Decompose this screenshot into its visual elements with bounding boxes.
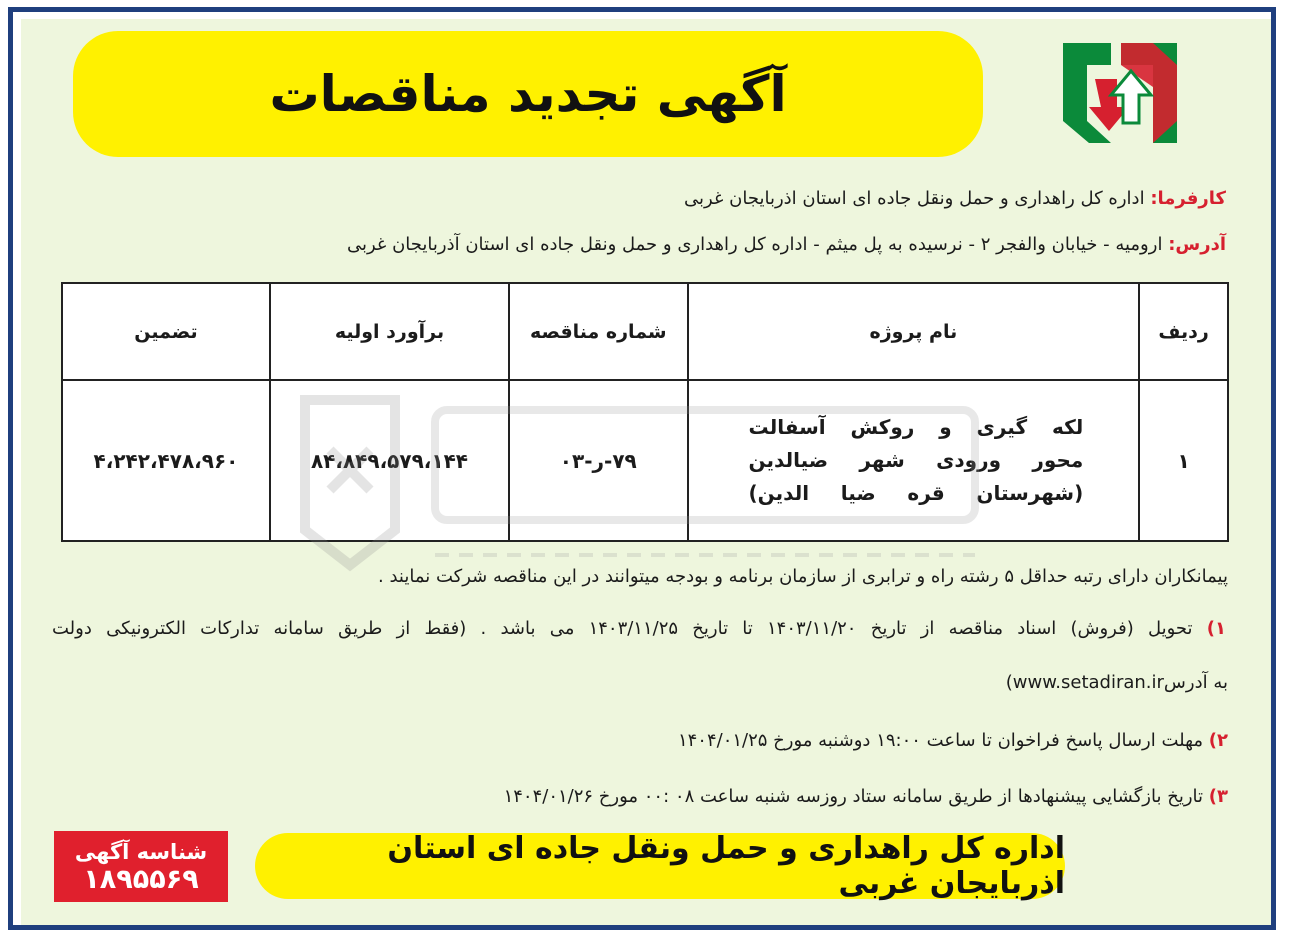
cell-tender-number: ۷۹-ر-۰۳	[509, 380, 687, 541]
header-row-number: ردیف	[1139, 283, 1228, 380]
setadiran-url: (www.setadiran.ir	[1005, 672, 1164, 693]
tender-table	[61, 282, 1229, 542]
header-initial-estimate: برآورد اولیه	[270, 283, 509, 380]
table-row	[62, 380, 1228, 541]
address-label: آدرس:	[1168, 234, 1226, 255]
item-3-number: ۳)	[1208, 786, 1228, 807]
cell-project-name	[688, 380, 1140, 541]
employer-value: اداره کل راهداری و حمل ونقل جاده ای استان اذربایجان غربی	[684, 188, 1145, 209]
header-project-name: نام پروژه	[688, 283, 1140, 380]
item-1-address-label: به آدرس	[1163, 672, 1228, 693]
ad-id-label: شناسه آگهی	[74, 839, 208, 864]
item-2-text: مهلت ارسال پاسخ فراخوان تا ساعت ۱۹:۰۰ دوشنبه مورخ ۱۴۰۴/۰۱/۲۵	[677, 730, 1204, 751]
table-header-row	[62, 283, 1228, 380]
notice-title: آگهی تجدید مناقصات	[269, 65, 787, 123]
footer-org-name: اداره کل راهداری و حمل ونقل جاده ای استان اذربایجان غربی	[387, 831, 1065, 901]
eligibility-text: پیمانکاران دارای رتبه حداقل ۵ رشته راه و ترابری از سازمان برنامه و بودجه میتوانند در این مناقصه شرکت نمایند .	[378, 566, 1228, 587]
footer-banner	[255, 833, 1065, 899]
title-banner	[73, 31, 983, 157]
item-2	[678, 730, 1228, 751]
ad-id-value: ۱۸۹۵۵۶۹	[83, 863, 199, 895]
address-line	[347, 234, 1226, 255]
item-1-text: تحویل (فروش) اسناد مناقصه از تاریخ ۱۴۰۳/۱۱/۲۰ تا تاریخ ۱۴۰۳/۱۱/۲۵ می باشد . (فقط از طریق سامانه تدارکات الکترونیکی دولت	[52, 618, 1193, 639]
item-3	[504, 786, 1228, 807]
project-name-line: لکه گیری و روکش آسفالت	[748, 415, 1084, 439]
item-3-text: تاریخ بازگشایی پیشنهادها از طریق سامانه ستاد روزسه شنبه ساعت ۰۸ :۰۰ مورخ ۱۴۰۴/۰۱/۲۶	[503, 786, 1204, 807]
cell-initial-estimate: ۸۴،۸۴۹،۵۷۹،۱۴۴	[270, 380, 509, 541]
item-1	[52, 618, 1226, 639]
item-2-number: ۲)	[1208, 730, 1228, 751]
item-1-number: ۱)	[1206, 618, 1226, 639]
item-1-continued	[1006, 672, 1228, 693]
cell-guarantee: ۴،۲۴۲،۴۷۸،۹۶۰	[62, 380, 270, 541]
cell-row-number: ۱	[1139, 380, 1228, 541]
employer-line	[684, 188, 1226, 209]
ad-id-badge	[54, 831, 228, 902]
road-maintenance-logo-icon	[1055, 35, 1185, 153]
employer-label: کارفرما:	[1150, 188, 1226, 209]
header-tender-number: شماره مناقصه	[509, 283, 687, 380]
project-name-line: محور ورودی شهر ضیالدین	[748, 448, 1084, 472]
project-name-line: (شهرستان قره ضیا الدین)	[748, 481, 1084, 505]
address-value: ارومیه - خیابان والفجر ۲ - نرسیده به پل میثم - اداره کل راهداری و حمل ونقل جاده ای استان آذربایجان غربی	[346, 234, 1163, 255]
header-guarantee: تضمین	[62, 283, 270, 380]
